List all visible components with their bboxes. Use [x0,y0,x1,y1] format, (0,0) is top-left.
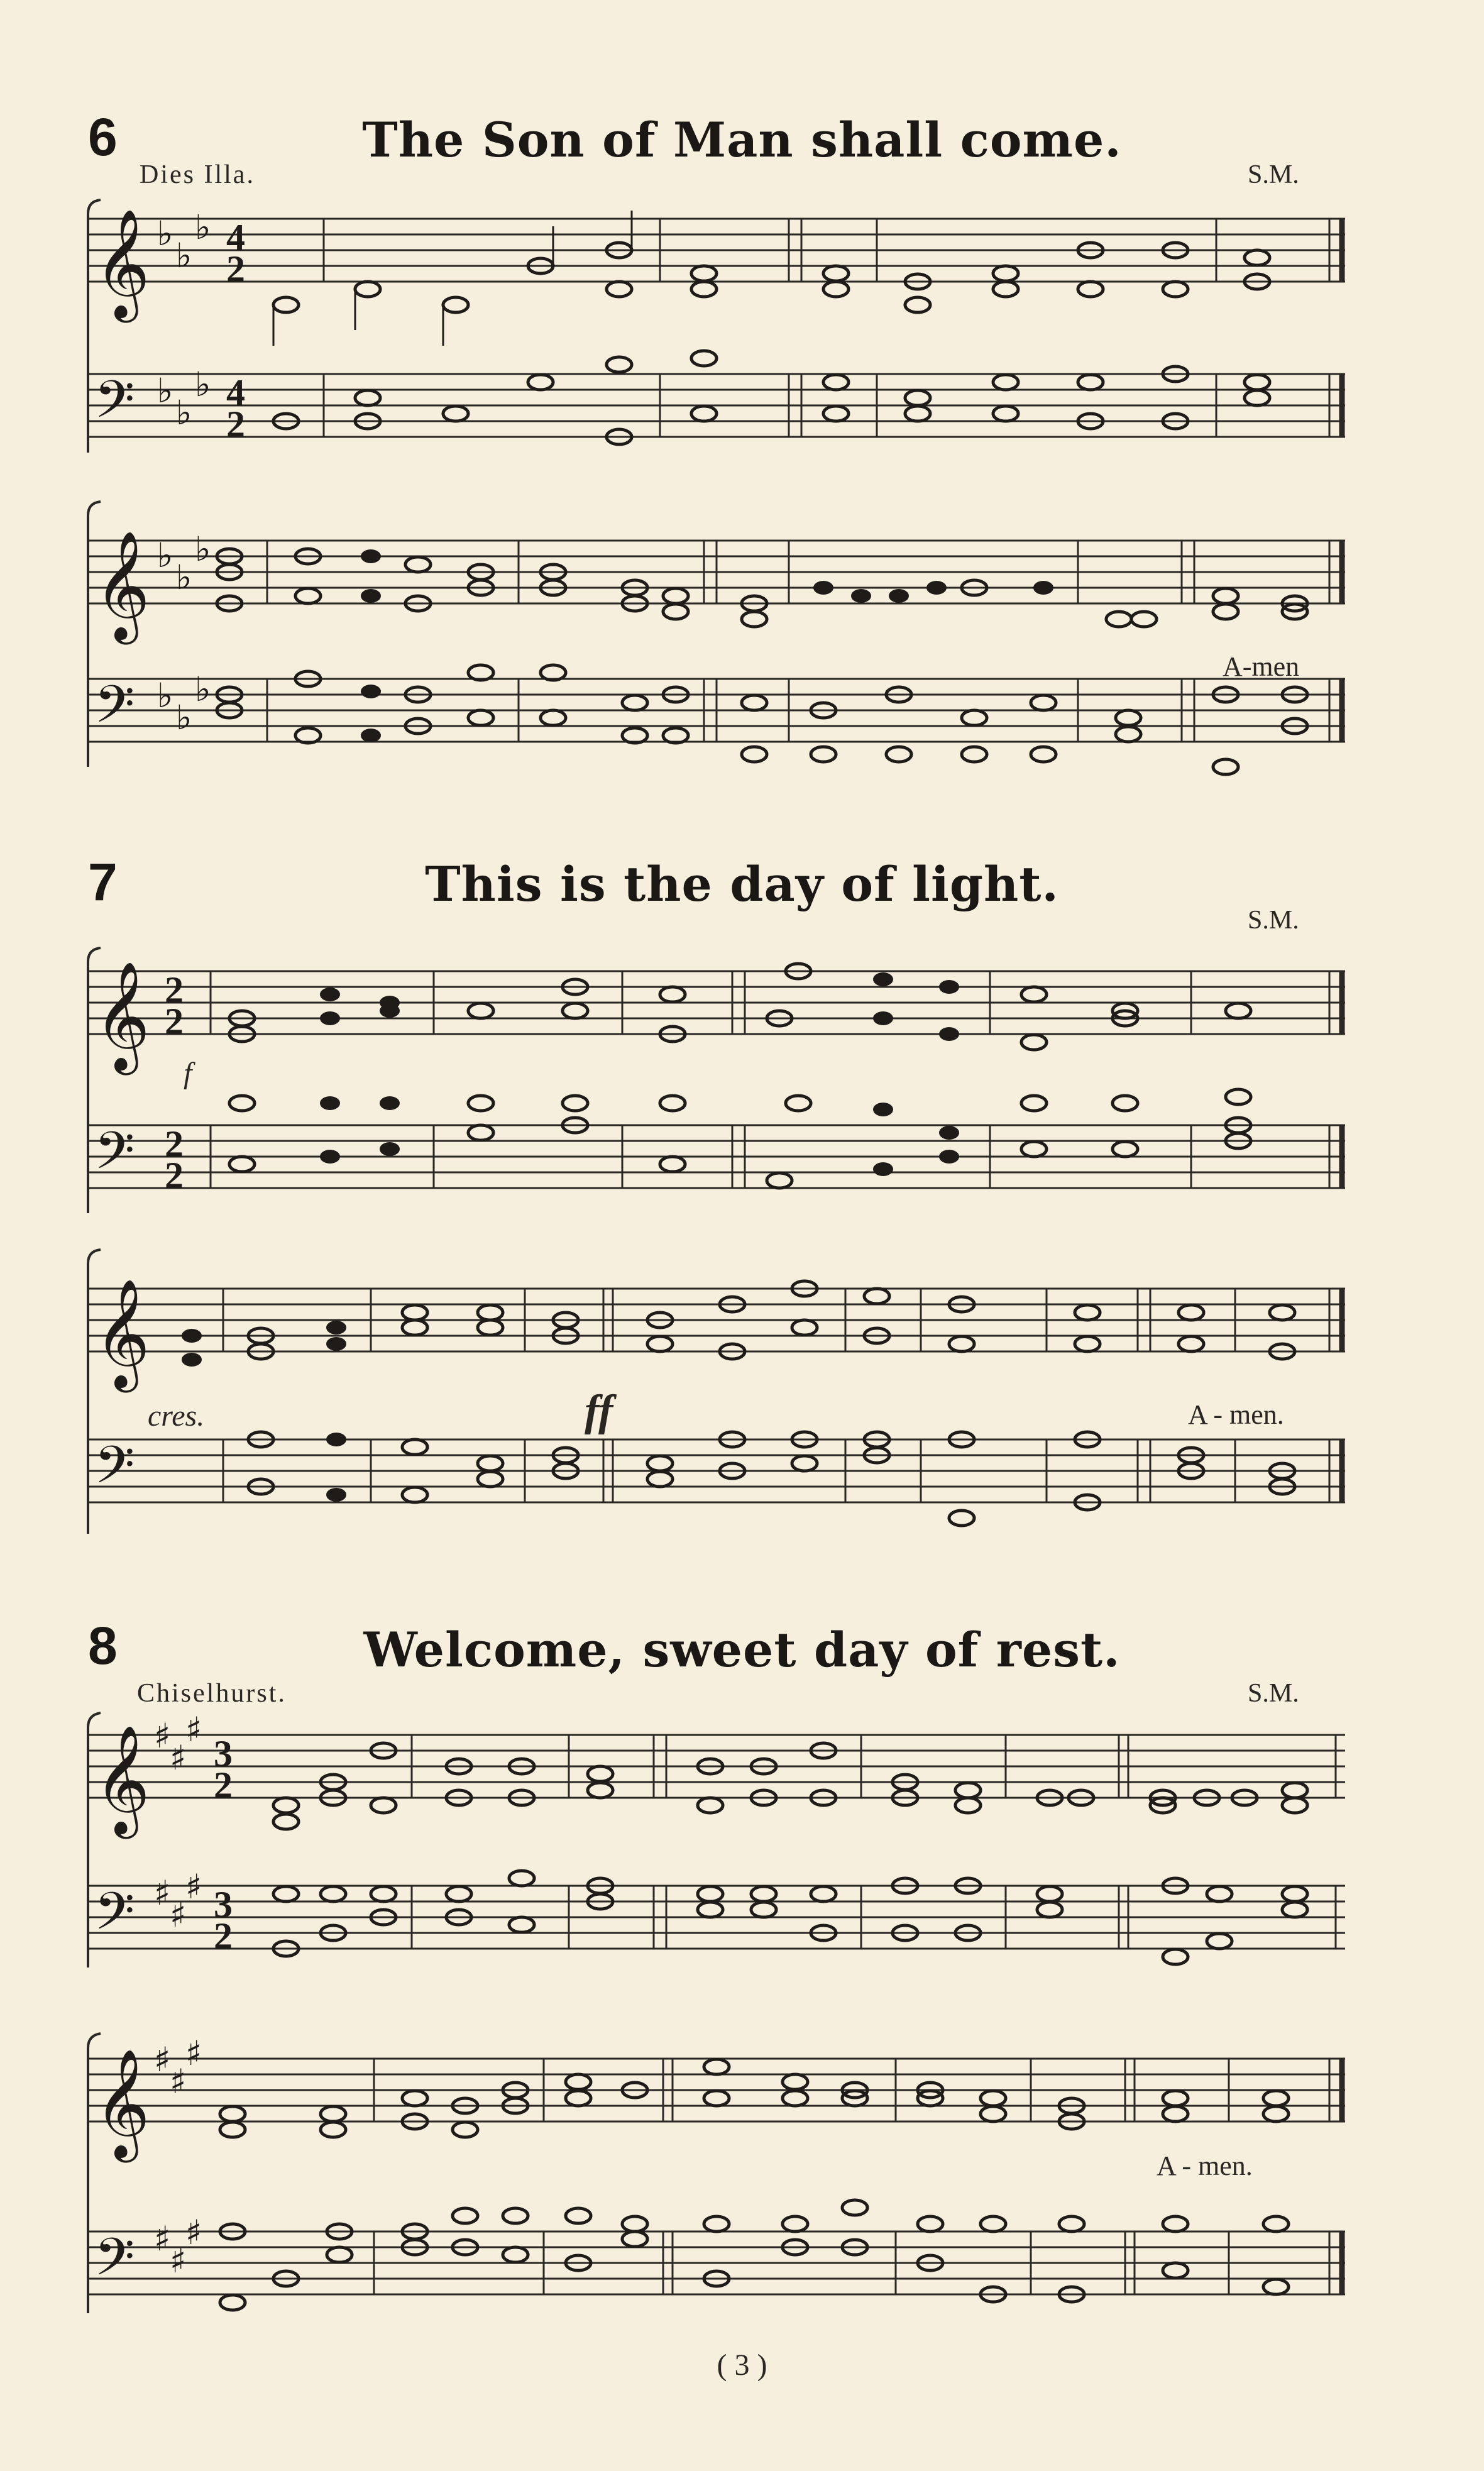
key-sharp-icon: ♯ [170,1738,187,1778]
amen-lyric: A-men [1223,651,1300,682]
key-sharp-icon: ♯ [170,2241,187,2281]
key-flat-icon: ♭ [195,529,211,569]
hymn-title: This is the day of light. [425,856,1059,912]
key-sharp-icon: ♯ [154,1873,171,1913]
hymn-number: 8 [88,1616,118,1675]
hymn-number: 6 [88,107,118,167]
key-sharp-icon: ♯ [154,2219,171,2259]
tune-name: Chiselhurst. [137,1679,287,1708]
time-signature-bottom: 2 [165,1001,184,1042]
key-sharp-icon: ♯ [170,1895,187,1935]
key-flat-icon: ♭ [157,214,173,253]
key-flat-icon: ♭ [195,365,211,404]
tune-name: Dies Illa. [140,160,255,189]
time-signature-top: 3 [214,1884,233,1925]
treble-staff [88,1735,1345,1798]
key-sharp-icon: ♯ [154,1716,171,1756]
amen-lyric: A - men. [1157,2150,1253,2181]
score-system [0,2024,1484,2313]
key-flat-icon: ♭ [176,236,192,275]
dynamic-forte: f [184,1057,192,1090]
treble-clef-icon: 𝄞 [94,961,150,1070]
key-flat-icon: ♭ [176,558,192,597]
key-sharp-icon: ♯ [185,1867,202,1907]
time-signature-bottom: 2 [226,248,245,290]
key-flat-icon: ♭ [157,371,173,410]
key-flat-icon: ♭ [195,207,211,247]
bass-clef-icon: 𝄢 [94,1434,135,1508]
time-signature-bottom: 2 [226,404,245,445]
time-signature-bottom: 2 [214,1915,233,1957]
key-sharp-icon: ♯ [185,1710,202,1749]
key-flat-icon: ♭ [157,536,173,575]
treble-clef-icon: 𝄞 [94,531,150,640]
bass-clef-icon: 𝄢 [94,1881,135,1954]
notes [229,964,1251,1188]
key-sharp-icon: ♯ [185,2033,202,2073]
treble-clef-icon: 𝄞 [94,209,150,318]
time-signature-top: 3 [214,1733,233,1775]
hymn-title: Welcome, sweet day of rest. [363,1622,1121,1678]
key-sharp-icon: ♯ [185,2213,202,2252]
notes [217,549,1307,774]
score-system [0,1703,1484,1980]
bass-clef-icon: 𝄢 [94,674,135,747]
bass-clef-icon: 𝄢 [94,1120,135,1194]
key-sharp-icon: ♯ [154,2040,171,2079]
time-signature-top: 2 [165,969,184,1011]
dynamic-fortissimo: ff [585,1387,613,1435]
bass-staff [88,1439,1345,1502]
time-signature-top: 4 [226,372,245,414]
time-signature-top: 4 [226,217,245,258]
key-sharp-icon: ♯ [170,2062,187,2101]
treble-staff [88,971,1345,1034]
notes [182,1281,1295,1526]
bass-clef-icon: 𝄢 [94,369,135,443]
treble-staff [88,1289,1345,1351]
meter-label: S.M. [1248,160,1299,189]
bass-clef-icon: 𝄢 [94,2226,135,2300]
meter-label: S.M. [1248,1679,1299,1708]
score-system [0,490,1484,779]
time-signature-top: 2 [165,1123,184,1165]
bass-staff [88,1125,1345,1188]
notes [273,1743,1307,1964]
notes [220,2059,1289,2310]
key-flat-icon: ♭ [176,698,192,737]
amen-lyric: A - men. [1188,1399,1284,1430]
treble-clef-icon: 𝄞 [94,1725,150,1834]
score-system [0,1238,1484,1527]
dynamic-crescendo: cres. [148,1399,205,1433]
time-signature-bottom: 2 [214,1764,233,1806]
key-flat-icon: ♭ [176,393,192,432]
hymn-title: The Son of Man shall come. [362,112,1122,168]
key-flat-icon: ♭ [157,676,173,715]
notes [273,211,1270,444]
treble-clef-icon: 𝄞 [94,2049,150,2158]
time-signature-bottom: 2 [165,1155,184,1196]
hymn-number: 7 [88,852,118,911]
treble-clef-icon: 𝄞 [94,1279,150,1388]
score-system [0,189,1484,445]
page-number: ( 3 ) [717,2348,767,2382]
meter-label: S.M. [1248,906,1299,935]
score-system [0,937,1484,1219]
key-flat-icon: ♭ [195,669,211,709]
